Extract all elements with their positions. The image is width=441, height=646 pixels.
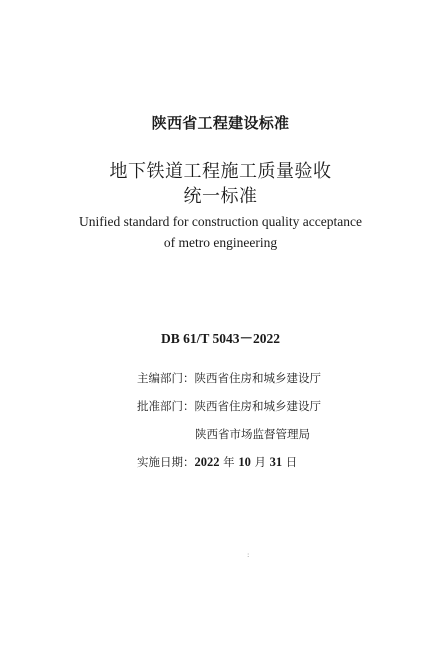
series-title: 陕西省工程建设标准 xyxy=(151,114,290,132)
effective-label: 实施日期： xyxy=(137,455,195,469)
editor-label: 主编部门： xyxy=(137,371,195,385)
editor-row xyxy=(137,370,321,386)
effective-month: 10 xyxy=(238,455,251,469)
effective-month-unit: 月 xyxy=(254,455,266,469)
standard-number: DB 61/T 5043－2022 xyxy=(160,331,280,346)
document-title-line-1: 地下铁道工程施工质量验收 xyxy=(109,161,332,182)
approver-label: 批准部门： xyxy=(137,399,195,413)
english-title-line-2: of metro engineering xyxy=(163,235,278,250)
approver-value: 陕西省住房和城乡建设厅 xyxy=(194,399,321,413)
english-title-line-1: Unified standard for construction quality acceptance xyxy=(78,214,362,229)
effective-year: 2022 xyxy=(194,455,220,469)
document-title-line-2: 统一标准 xyxy=(183,186,258,207)
approver-row xyxy=(137,398,321,414)
effective-year-unit: 年 xyxy=(223,455,235,469)
effective-date-row xyxy=(137,454,297,470)
effective-day: 31 xyxy=(269,455,283,469)
page-mark: : xyxy=(247,551,250,559)
approver-value-2: 陕西省市场监督管理局 xyxy=(195,427,310,441)
effective-day-unit: 日 xyxy=(285,455,298,469)
approver-row-2 xyxy=(195,426,310,442)
editor-value: 陕西省住房和城乡建设厅 xyxy=(194,371,321,385)
